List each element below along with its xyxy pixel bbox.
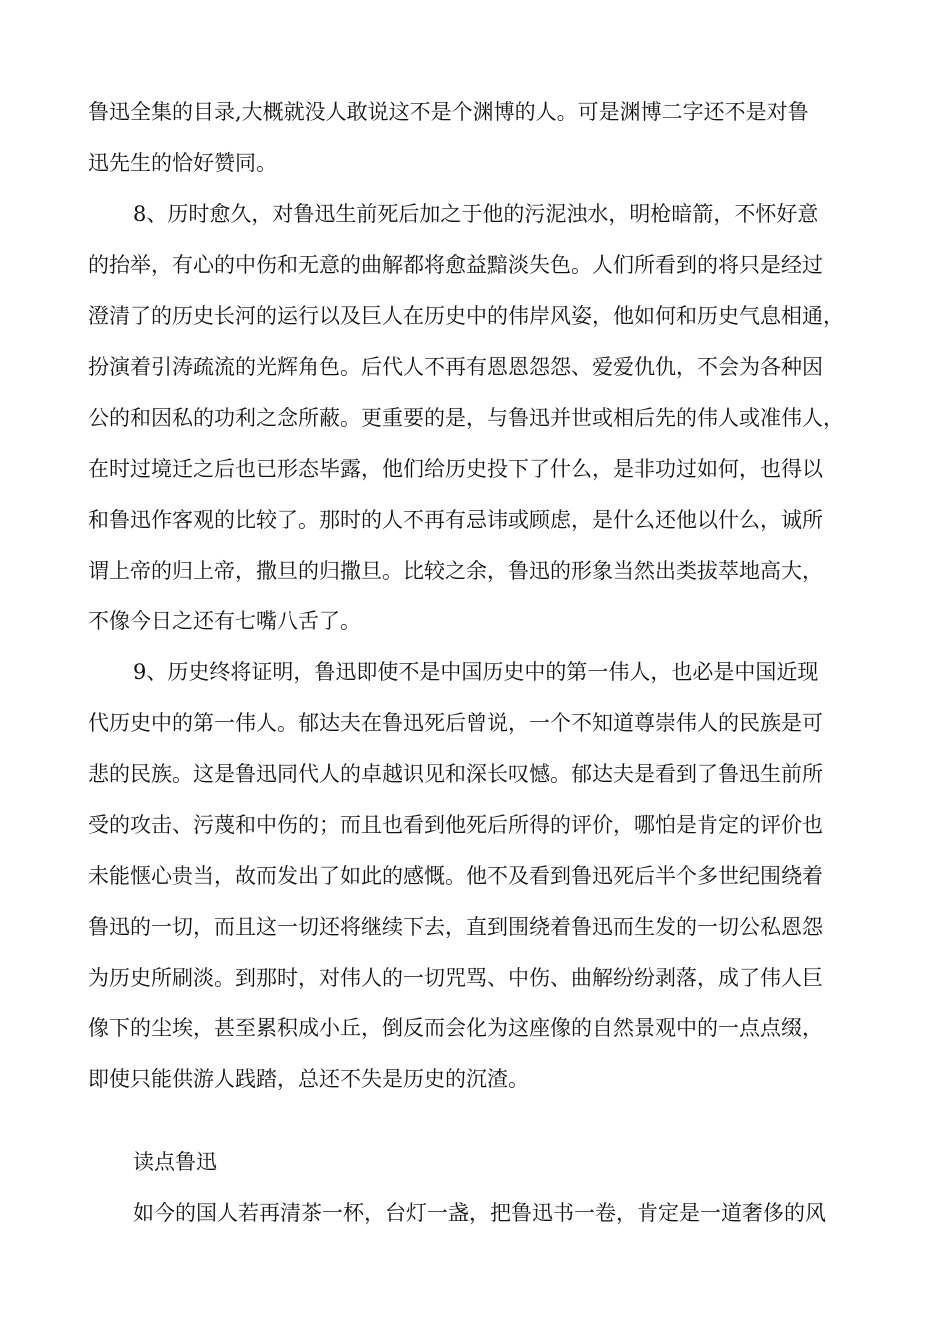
- text-line: 和鲁迅作客观的比较了。那时的人不再有忌讳或顾虑，是什么还他以什么，诚所: [88, 508, 823, 532]
- text-line: 迅先生的恰好赞同。: [88, 151, 277, 175]
- paragraph-8-first-line: 8、历时愈久，对鲁迅生前死后加之于他的污泥浊水，明枪暗箭，不怀好意: [133, 202, 819, 226]
- text-line: 的抬举，有心的中伤和无意的曲解都将愈益黯淡失色。人们所看到的将只是经过: [88, 253, 823, 277]
- text-line: 扮演着引涛疏流的光辉角色。后代人不再有恩恩怨怨、爱爱仇仇，不会为各种因: [88, 355, 823, 379]
- paragraph-9-first-line: 9、历史终将证明，鲁迅即使不是中国历史中的第一伟人，也必是中国近现: [133, 660, 819, 684]
- text-line: 为历史所刷淡。到那时，对伟人的一切咒骂、中伤、曲解纷纷剥落，成了伟人巨: [88, 966, 823, 990]
- text-line: 谓上帝的归上帝，撒旦的归撒旦。比较之余，鲁迅的形象当然出类拔萃地高大，: [88, 559, 823, 583]
- section-title: 读点鲁迅: [133, 1150, 217, 1174]
- text-line: 公的和因私的功利之念所蔽。更重要的是，与鲁迅并世或相后先的伟人或准伟人，: [88, 406, 844, 430]
- text-line: 在时过境迁之后也已形态毕露，他们给历史投下了什么，是非功过如何，也得以: [88, 457, 823, 481]
- text-line: 即使只能供游人践踏，总还不失是历史的沉渣。: [88, 1067, 529, 1091]
- text-line: 受的攻击、污蔑和中伤的；而且也看到他死后所得的评价，哪怕是肯定的评价也: [88, 813, 823, 837]
- text-line: 不像今日之还有七嘴八舌了。: [88, 609, 361, 633]
- text-line: 鲁迅的一切，而且这一切还将继续下去，直到围绕着鲁迅而生发的一切公私恩怨: [88, 915, 823, 939]
- text-line: 代历史中的第一伟人。郁达夫在鲁迅死后曾说，一个不知道尊崇伟人的民族是可: [88, 711, 823, 735]
- text-line: 像下的尘埃，甚至累积成小丘，倒反而会化为这座像的自然景观中的一点点缀，: [88, 1016, 823, 1040]
- text-line: 鲁迅全集的目录,大概就没人敢说这不是个渊博的人。可是渊博二字还不是对鲁: [88, 100, 809, 124]
- text-line: 澄清了的历史长河的运行以及巨人在历史中的伟岸风姿，他如何和历史气息相通，: [88, 304, 844, 328]
- text-line: 如今的国人若再清茶一杯，台灯一盏，把鲁迅书一卷，肯定是一道奢侈的风: [133, 1201, 826, 1225]
- text-line: 未能惬心贵当，故而发出了如此的感慨。他不及看到鲁迅死后半个多世纪围绕着: [88, 864, 823, 888]
- text-line: 悲的民族。这是鲁迅同代人的卓越识见和深长叹憾。郁达夫是看到了鲁迅生前所: [88, 762, 823, 786]
